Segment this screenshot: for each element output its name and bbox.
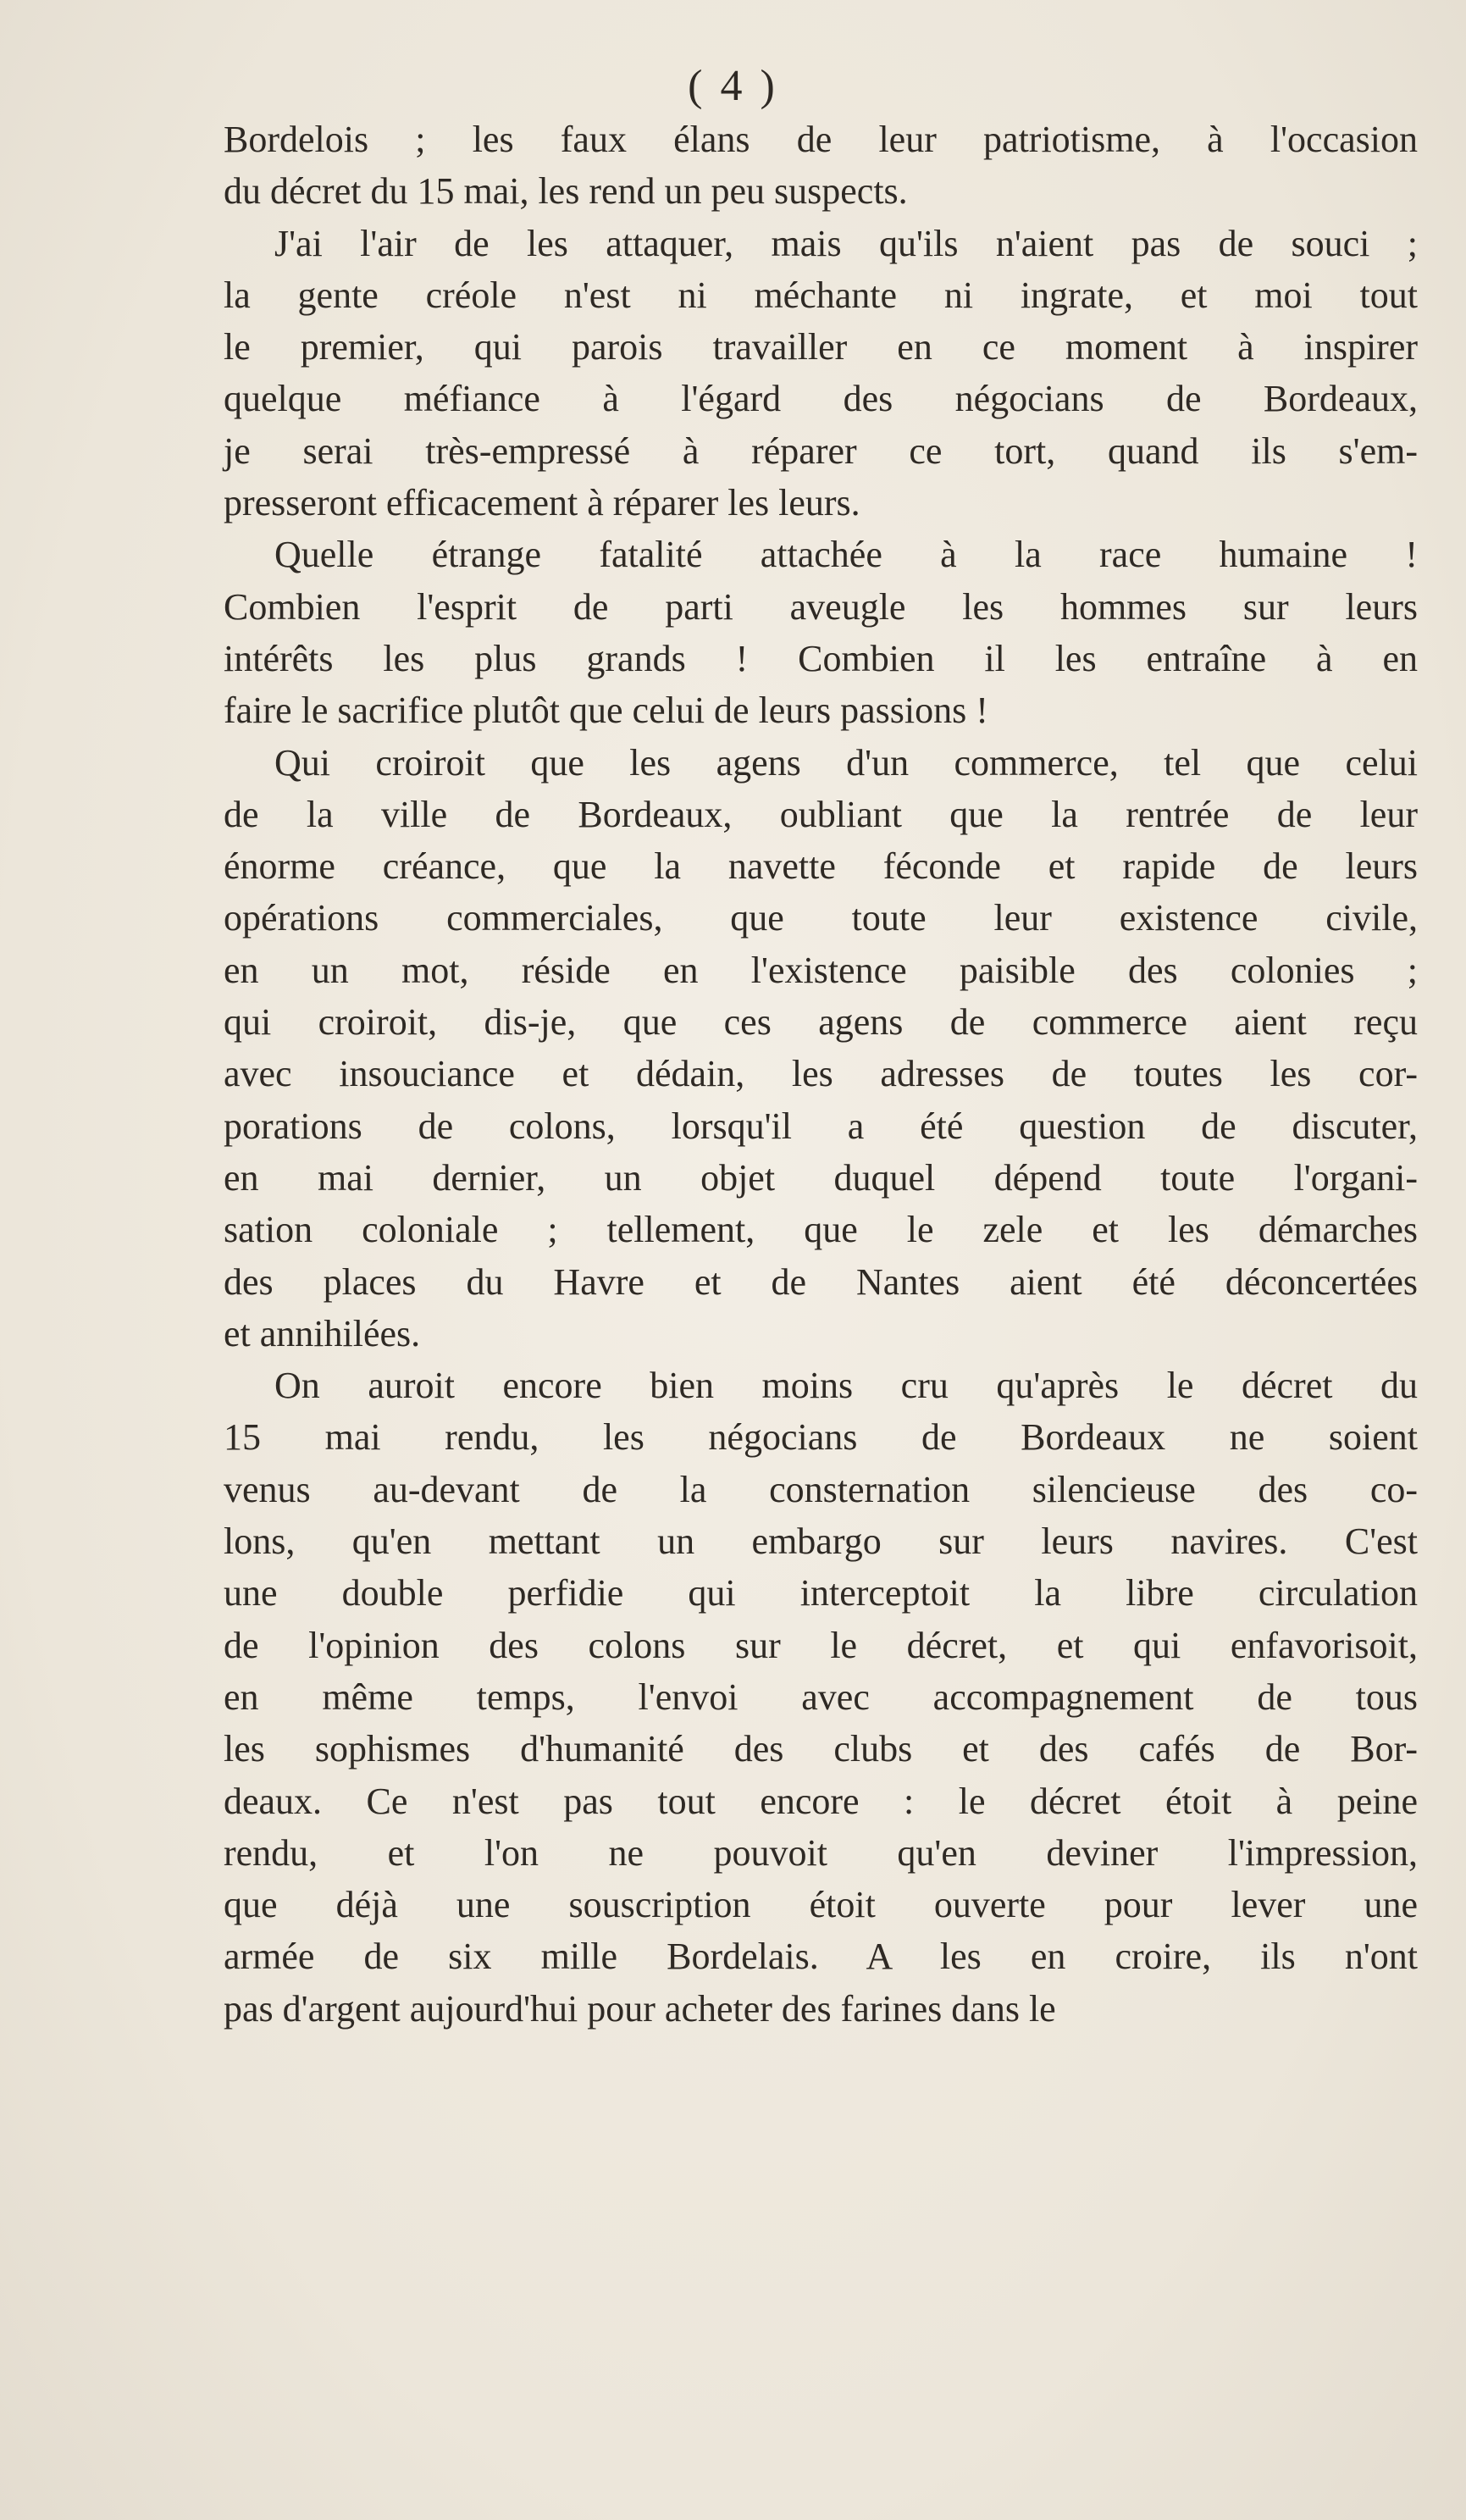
text-line: Combien l'esprit de parti aveugle les hommes sur leurs — [224, 585, 1418, 628]
text-line: faire le sacrifice plutôt que celui de leurs passions ! — [224, 690, 988, 732]
text-line: deaux. Ce n'est pas tout encore : le décret étoit à peine — [224, 1780, 1418, 1822]
text-line: des places du Havre et de Nantes aient été déconcertées — [224, 1260, 1418, 1303]
text-line: 15 mai rendu, les négocians de Bordeaux ne soient — [224, 1416, 1418, 1459]
text-line: de l'opinion des colons sur le décret, et qui enfavorisoit, — [224, 1624, 1418, 1666]
text-line: sation coloniale ; tellement, que le zele et les démarches — [224, 1209, 1418, 1251]
text-line: On auroit encore bien moins cru qu'après le décret du — [274, 1365, 1418, 1407]
body-text — [224, 114, 1418, 2035]
text-line: intérêts les plus grands ! Combien il les entraîne à en — [224, 637, 1418, 679]
text-line: que déjà une souscription étoit ouverte pour lever une — [224, 1884, 1418, 1926]
text-line: une double perfidie qui interceptoit la libre circulation — [224, 1572, 1418, 1614]
text-line: la gente créole n'est ni méchante ni ingrate, et moi tout — [224, 274, 1418, 316]
text-line: les sophismes d'humanité des clubs et des cafés de Bor- — [224, 1728, 1418, 1770]
text-line: énorme créance, que la navette féconde et rapide de leurs — [224, 845, 1418, 888]
text-line: je serai très-empressé à réparer ce tort, quand ils s'em- — [224, 429, 1418, 472]
text-line: quelque méfiance à l'égard des négocians de Bordeaux, — [224, 378, 1418, 420]
text-line: armée de six mille Bordelais. A les en croire, ils n'ont — [224, 1936, 1418, 1978]
text-line: en même temps, l'envoi avec accompagnement de tous — [224, 1675, 1418, 1718]
text-line: qui croiroit, dis-je, que ces agens de commerce aient reçu — [224, 1001, 1418, 1044]
text-line: et annihilées. — [224, 1312, 421, 1354]
text-line: avec insouciance et dédain, les adresses de toutes les cor- — [224, 1053, 1418, 1095]
text-line: lons, qu'en mettant un embargo sur leurs navires. C'est — [224, 1520, 1418, 1563]
text-line: pas d'argent aujourd'hui pour acheter des farines dans le — [224, 1987, 1056, 2030]
text-line: opérations commerciales, que toute leur existence civile, — [224, 897, 1418, 939]
text-line: J'ai l'air de les attaquer, mais qu'ils n'aient pas de souci ; — [274, 222, 1418, 264]
text-line: Quelle étrange fatalité attachée à la race humaine ! — [274, 534, 1418, 576]
text-line: porations de colons, lorsqu'il a été question de discuter, — [224, 1105, 1418, 1147]
text-line: du décret du 15 mai, les rend un peu suspects. — [224, 170, 908, 213]
text-line: en un mot, réside en l'existence paisible des colonies ; — [224, 949, 1418, 991]
text-line: le premier, qui parois travailler en ce moment à inspirer — [224, 326, 1418, 368]
text-line: de la ville de Bordeaux, oubliant que la rentrée de leur — [224, 793, 1418, 835]
text-line: Bordelois ; les faux élans de leur patriotisme, à l'occasion — [224, 119, 1418, 160]
page-number: ( 4 ) — [688, 62, 778, 110]
text-line: en mai dernier, un objet duquel dépend toute l'organi- — [224, 1156, 1418, 1199]
text-line: venus au-devant de la consternation silencieuse des co- — [224, 1468, 1418, 1510]
text-line: Qui croiroit que les agens d'un commerce, tel que celui — [274, 741, 1418, 784]
text-line: rendu, et l'on ne pouvoit qu'en deviner l'impression, — [224, 1831, 1418, 1874]
text-line: presseront efficacement à réparer les leurs. — [224, 482, 860, 524]
